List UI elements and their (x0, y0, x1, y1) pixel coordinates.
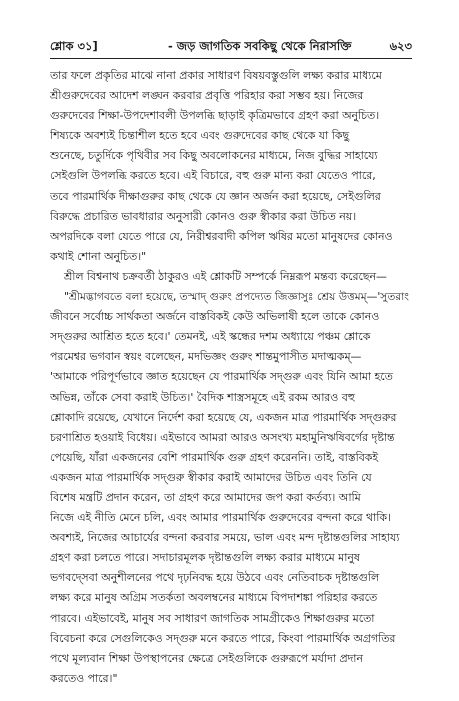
text-line: পরমেশ্বর ভগবান স্বয়ং বলেছেন, মদভিজ্ঞং গুরুং শান্তমুপাসীত মদাত্মকম্— (50, 350, 362, 364)
chapter-title: - জড় জাগতিক সবকিছু থেকে নিরাসক্তি (168, 39, 352, 53)
text-line: তবে পারমার্থিক দীক্ষাগুরুর কাছ থেকে যে জ্ঞান অর্জন করা হয়েছে, সেইগুলির (50, 189, 381, 203)
text-line: পারবে। এইভাবেই, মানুষ সব সাধারণ জাগতিক সামগ্রীকেও শিক্ষাগুরুর মতো (50, 611, 375, 625)
text-line: ভগবদ্সেবা অনুশীলনের পথে দৃঢ়নিবদ্ধ হয়ে উঠবে এবং নেতিবাচক দৃষ্টান্তগুলি (50, 571, 380, 585)
text-line: অবশ্যই, নিজের আচার্যের বন্দনা করবার সময়ে, ভাল এবং মন্দ দৃষ্টান্তগুলির সাহায্য (50, 531, 400, 545)
text-line: অপরদিকে বলা যেতে পারে যে, নিরীশ্বরবাদী কপিল ঋষির মতো মানুষদের কোনও (50, 229, 393, 243)
running-header (50, 38, 412, 56)
text-line: গ্রহণ করা চলতে পারে। সদাচারমূলক দৃষ্টান্তগুলি লক্ষ্য করার মাধ্যমে মানুষ (50, 551, 360, 565)
text-line: 'আমাকে পরিপূর্ণভাবে জ্ঞাত হয়েছেন যে পারমার্থিক সদ্গুরু এবং যিনি আমা হতে (50, 370, 393, 384)
text-line: শ্রীগুরুদেবের আদেশ লঙ্ঘন করবার প্রবৃত্তি পরিহার করা সম্ভব হয়। নিজের (50, 89, 364, 103)
text-line: জীবনে সর্বোচ্চ সার্থকতা অর্জনে বাস্তবিকই কেউ অভিলাষী হলে তাকে কোনও (50, 310, 380, 324)
text-line: করতেও পারে।" (50, 671, 118, 685)
text-line: "শ্রীমদ্ভাগবতে বলা হয়েছে, তস্মাদ্ গুরুং প্রপদ্যেত জিজ্ঞাসুঃ শ্রেয় উত্তমম্—'সুতরাং (64, 290, 409, 304)
verse-reference: শ্লোক ৩১] (50, 39, 98, 53)
text-line: শ্লোকাদি রয়েছে, যেখানে নির্দেশ করা হয়েছে যে, একজন মাত্র পারমার্থিক সদ্গুরুর (50, 410, 397, 424)
text-line: গুরুদেবের শিক্ষা-উপদেশাবলী উপলব্ধি ছাড়াই কৃত্রিমভাবে গ্রহণ করা অনুচিত। (50, 109, 380, 123)
text-line: শুনেছে, চতুর্দিকে পৃথিবীর সব কিছু অবলোকনের মাধ্যমে, নিজ বুদ্ধির সাহায্যে (50, 149, 378, 163)
text-line: পথে মূল্যবান শিক্ষা উপস্থাপনের ক্ষেত্রে সেইগুলিকে গুরুরূপে মর্যাদা প্রদান (50, 651, 363, 665)
text-line: সেইগুলি উপলব্ধি করতে হবে। এই বিচারে, বহু গুরু মান্য করা যেতেও পারে, (50, 169, 376, 183)
text-line: নিজে এই নীতি মেনে চলি, এবং আমার পারমার্থিক গুরুদেবের বন্দনা করে থাকি। (50, 511, 391, 525)
text-line: কথাই শোনা অনুচিত।" (50, 249, 147, 263)
text-line: বিবেচনা করে সেগুলিকেও সদ্গুরু মনে করতে পারে, কিংবা পারমার্থিক অগ্রগতির (50, 631, 396, 645)
header-rule (50, 58, 412, 59)
text-line: তার ফলে প্রকৃতির মাঝে নানা প্রকার সাধারণ বিষয়বস্তুগুলি লক্ষ্য করার মাধ্যমে (50, 69, 382, 82)
text-line: সদ্গুরুর আশ্রিত হতে হবে।' তেমনই, এই স্কন্ধের দশম অধ্যায়ে পঞ্চম শ্লোকে (50, 330, 371, 344)
text-line: পেয়েছি, যাঁরা একজনের বেশি পারমার্থিক গুরু গ্রহণ করেননি। তাই, বাস্তবিকই (50, 450, 379, 464)
text-line: অভিন্ন, তাঁকে সেবা করাই উচিত।' বৈদিক শাস্ত্রসমূহে এই রকম আরও বহু (50, 390, 355, 404)
text-line: বিরুদ্ধে প্রচারিত ভাবধারার অনুসারী কোনও গুরু স্বীকার করা উচিত নয়। (50, 209, 357, 223)
text-line: বিশেষ মন্ত্রটি প্রদান করেন, তা গ্রহণ করে আমাদের জপ করা কর্তব্য। আমি (50, 490, 361, 504)
paragraph-start-line: শ্রীল বিশ্বনাথ চক্রবর্তী ঠাকুরও এই শ্লোকটি সম্পর্কে নিম্নরূপ মন্তব্য করেছেন— (64, 269, 387, 283)
page-number: ৬২৩ (389, 39, 412, 53)
text-line: লক্ষ্য করে মানুষ অগ্রিম সতর্কতা অবলম্বনের মাধ্যমে বিপদাশঙ্কা পরিহার করতে (50, 591, 378, 605)
text-line: শিষ্যকে অবশ্যই চিন্তাশীল হতে হবে এবং গুরুদেবের কাছ থেকে যা কিছু (50, 129, 350, 143)
text-line: একজন মাত্র পারমার্থিক সদ্গুরু স্বীকার করাই আমাদের উচিত এবং তিনি যে (50, 470, 372, 484)
body-text (50, 66, 412, 689)
text-line: চরণাশ্রিত হওয়াই বিধেয়। এইভাবে আমরা আরও অসংখ্য মহামুনিঋষিবর্গের দৃষ্টান্ত (50, 430, 395, 444)
